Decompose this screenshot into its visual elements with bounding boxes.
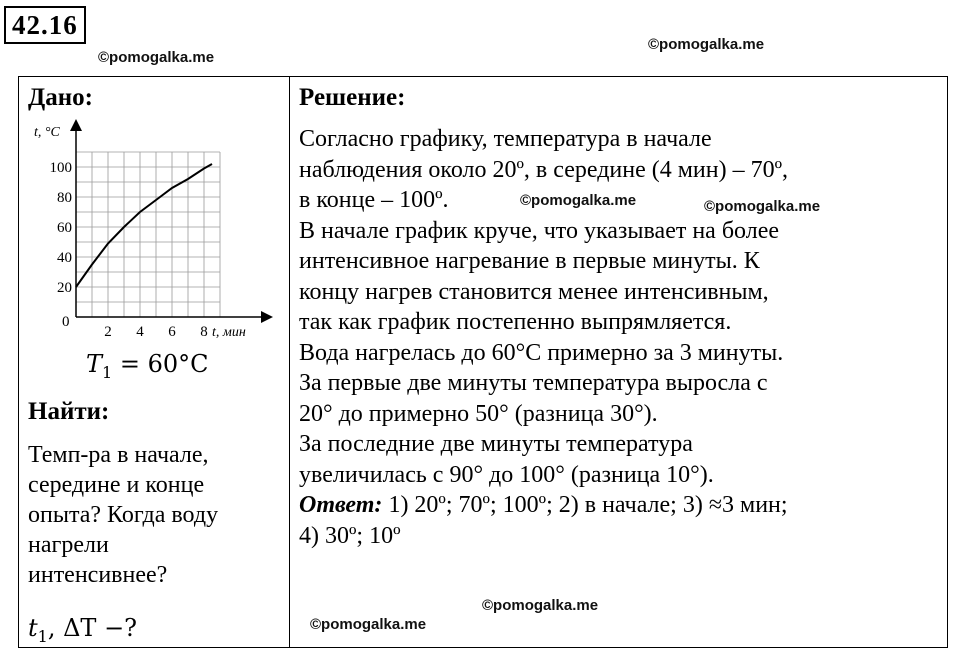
answer-line: 4) 30º; 10º [299,522,401,549]
find-line: интенсивнее? [28,562,168,588]
solution-line: За последние две минуты температура [299,431,693,457]
answer-line [299,490,939,521]
find-line: Темп-ра в начале, [28,442,209,468]
solution-line: интенсивное нагревание в первые минуты. К [299,248,760,274]
solution-line: Согласно графику, температура в начале [299,126,712,152]
chart-grid [76,152,220,317]
watermark: ©pomogalka.me [648,36,765,53]
temperature-chart [24,116,274,344]
solution-line: За первые две минуты температура выросла с [299,370,768,396]
watermark: ©pomogalka.me [704,198,821,215]
given-formula: $T_1 = 60^\circ C$ [86,350,209,382]
find-line: середине и конце [28,472,205,498]
origin-label: 0 [62,314,70,330]
y-tick-label: 60 [57,220,72,236]
x-tick-label: 4 [136,324,144,340]
solution-line: так как график постепенно выпрямляется. [299,309,732,335]
watermark: ©pomogalka.me [98,49,215,66]
watermark: ©pomogalka.me [482,597,599,614]
y-tick-label: 20 [57,280,72,296]
find-line: нагрели [28,532,109,558]
solution-heading: Решение: [299,84,406,111]
solution-line: увеличилась с 90° до 100° (разница 10°). [299,461,714,488]
solution-line: Вода нагрелась до 60°C примерно за 3 минуты. [299,339,784,366]
find-formula: $t_1$, ΔT −? [28,614,138,646]
solution-text [299,124,939,551]
solution-line: В начале график круче, что указывает на более [299,217,779,244]
find-line: опыта? Когда воду [28,502,219,528]
x-tick-label: 6 [168,324,176,340]
answer-label: Ответ: [299,492,383,518]
find-heading: Найти: [28,398,110,425]
watermark: ©pomogalka.me [310,616,427,633]
solution-line: концу нагрев становится менее интенсивным, [299,278,769,305]
solution-line: наблюдения около 20º, в середине (4 мин) – 70º, [299,156,789,183]
watermark: ©pomogalka.me [520,192,637,209]
find-question [28,440,218,590]
solution-line: в конце – 100º. [299,187,449,213]
y-tick-label: 40 [57,250,72,266]
y-tick-label: 100 [49,160,72,176]
column-divider [289,76,290,648]
given-heading: Дано: [28,84,93,111]
x-tick-label: 2 [104,324,112,340]
solution-line: 20° до примерно 50° (разница 30°). [299,400,658,427]
x-tick-label: 8 [200,324,208,340]
problem-number: 42.16 [4,6,86,44]
x-axis-label: t, мин [212,325,246,340]
answer-text: 1) 20º; 70º; 100º; 2) в начале; 3) ≈3 мин; [382,492,788,518]
y-axis-label: t, °C [34,125,60,140]
y-tick-label: 80 [57,190,72,206]
temperature-curve [76,164,212,287]
